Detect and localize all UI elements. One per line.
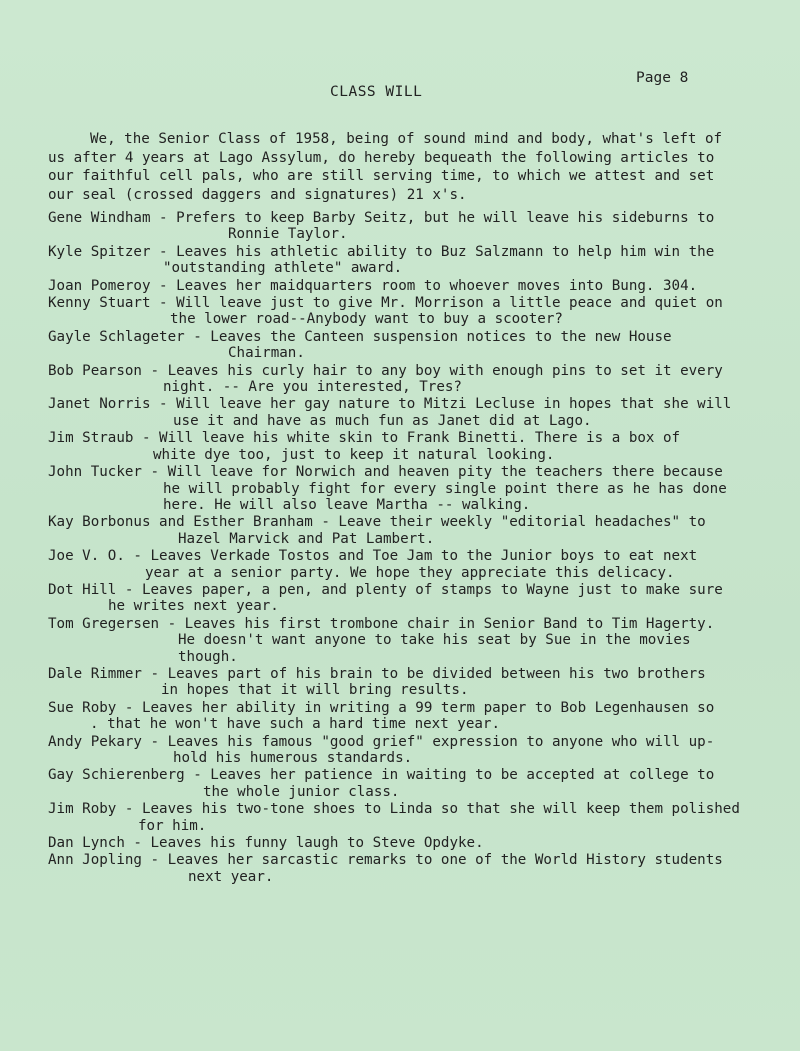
will-entry xyxy=(48,295,723,328)
entry-continuation-line: white dye too, just to keep it natural looking. xyxy=(153,446,555,463)
entry-line: Ann Jopling - Leaves her sarcastic remarks to one of the World History students xyxy=(48,852,723,869)
entry-line: Gene Windham - Prefers to keep Barby Seitz, but he will leave his sideburns to xyxy=(48,210,715,226)
intro-line: our seal (crossed daggers and signatures) 21 x's. xyxy=(48,186,467,203)
entry-line: Joan Pomeroy - Leaves her maidquarters room to whoever moves into Bung. 304. xyxy=(48,277,698,294)
entry-line: Dan Lynch - Leaves his funny laugh to Steve Opdyke. xyxy=(48,835,484,852)
intro-line: our faithful cell pals, who are still serving time, to which we attest and set xyxy=(48,168,715,185)
will-entry xyxy=(48,835,716,851)
will-entry xyxy=(48,514,716,547)
intro-paragraph xyxy=(48,130,723,204)
will-entry xyxy=(48,734,716,767)
entry-continuation-line: Ronnie Taylor. xyxy=(228,226,348,243)
page-number: Page 8 xyxy=(636,70,689,86)
entry-line: Dale Rimmer - Leaves part of his brain to be divided between his two brothers xyxy=(48,665,706,682)
entry-continuation-line: hold his humerous standards. xyxy=(173,750,413,766)
entry-line: Bob Pearson - Leaves his curly hair to any boy with enough pins to set it every xyxy=(48,362,723,379)
page-title: CLASS WILL xyxy=(330,84,423,100)
will-entry xyxy=(48,852,723,885)
entry-line: Joe V. O. - Leaves Verkade Tostos and Toe Jam to the Junior boys to eat next xyxy=(48,548,698,565)
will-entry xyxy=(48,210,716,243)
will-entry xyxy=(48,244,716,277)
entry-line: Sue Roby - Leaves her ability in writing a 99 term paper to Bob Legenhausen so xyxy=(48,699,715,716)
will-entry xyxy=(48,464,727,513)
will-entry xyxy=(48,362,723,396)
will-entry xyxy=(48,801,740,834)
will-entry xyxy=(48,767,716,800)
entry-line: Andy Pekary - Leaves his famous "good grief" expression to anyone who will up- xyxy=(48,733,715,750)
entry-line: Jim Roby - Leaves his two-tone shoes to Linda so that she will keep them polished xyxy=(48,801,740,818)
intro-line: us after 4 years at Lago Assylum, do hereby bequeath the following articles to xyxy=(48,149,715,166)
entry-continuation-line: though. xyxy=(178,648,238,665)
entry-continuation-line: he writes next year. xyxy=(108,598,279,615)
entry-continuation-line: "outstanding athlete" award. xyxy=(163,260,403,277)
entry-line: Kenny Stuart - Will leave just to give Mr. Morrison a little peace and quiet on xyxy=(48,295,723,312)
entry-continuation-line: use it and have as much fun as Janet did at Lago. xyxy=(173,412,592,429)
will-entry xyxy=(48,548,716,581)
entry-line: Kyle Spitzer - Leaves his athletic ability to Buz Salzmann to help him win the xyxy=(48,243,715,260)
entry-continuation-line: Chairman. xyxy=(228,345,305,362)
entry-line: John Tucker - Will leave for Norwich and heaven pity the teachers there because xyxy=(48,464,723,481)
entry-continuation-line: for him. xyxy=(138,817,207,834)
entry-line: Jim Straub - Will leave his white skin to Frank Binetti. There is a box of xyxy=(48,430,681,447)
entry-line: Dot Hill - Leaves paper, a pen, and plenty of stamps to Wayne just to make sure xyxy=(48,581,723,598)
will-entry xyxy=(48,616,716,665)
entry-continuation-line: in hopes that it will bring results. xyxy=(161,682,469,699)
entry-continuation-line: the lower road--Anybody want to buy a scooter? xyxy=(170,311,563,328)
will-entry xyxy=(48,396,732,429)
entry-line: Kay Borbonus and Esther Branham - Leave their weekly "editorial headaches" to xyxy=(48,514,706,531)
will-entries-list xyxy=(48,210,740,886)
will-entry xyxy=(48,581,723,615)
entry-line: Gayle Schlageter - Leaves the Canteen suspension notices to the new House xyxy=(48,328,672,345)
entry-continuation-line: next year. xyxy=(188,868,274,885)
will-entry xyxy=(48,700,716,733)
entry-continuation-line: He doesn't want anyone to take his seat by Sue in the movies xyxy=(178,632,691,649)
entry-continuation-line: Hazel Marvick and Pat Lambert. xyxy=(178,530,435,547)
intro-line: We, the Senior Class of 1958, being of sound mind and body, what's left of xyxy=(90,131,723,147)
will-entry xyxy=(48,430,716,463)
entry-continuation-line: the whole junior class. xyxy=(203,783,400,800)
entry-continuation-line: here. He will also leave Martha -- walking. xyxy=(163,496,531,513)
will-entry xyxy=(48,666,716,699)
entry-continuation-line: year at a senior party. We hope they appreciate this delicacy. xyxy=(145,564,675,581)
entry-line: Gay Schierenberg - Leaves her patience in waiting to be accepted at college to xyxy=(48,767,715,784)
entry-continuation-line: night. -- Are you interested, Tres? xyxy=(163,379,462,396)
entry-line: Janet Norris - Will leave her gay nature to Mitzi Lecluse in hopes that she will xyxy=(48,396,732,413)
entry-line: Tom Gregersen - Leaves his first trombone chair in Senior Band to Tim Hagerty. xyxy=(48,615,715,632)
entry-continuation-line: . that he won't have such a hard time next year. xyxy=(90,716,500,733)
will-entry xyxy=(48,329,716,362)
entry-continuation-line: he will probably fight for every single point there as he has done xyxy=(163,480,727,497)
will-entry xyxy=(48,278,716,294)
